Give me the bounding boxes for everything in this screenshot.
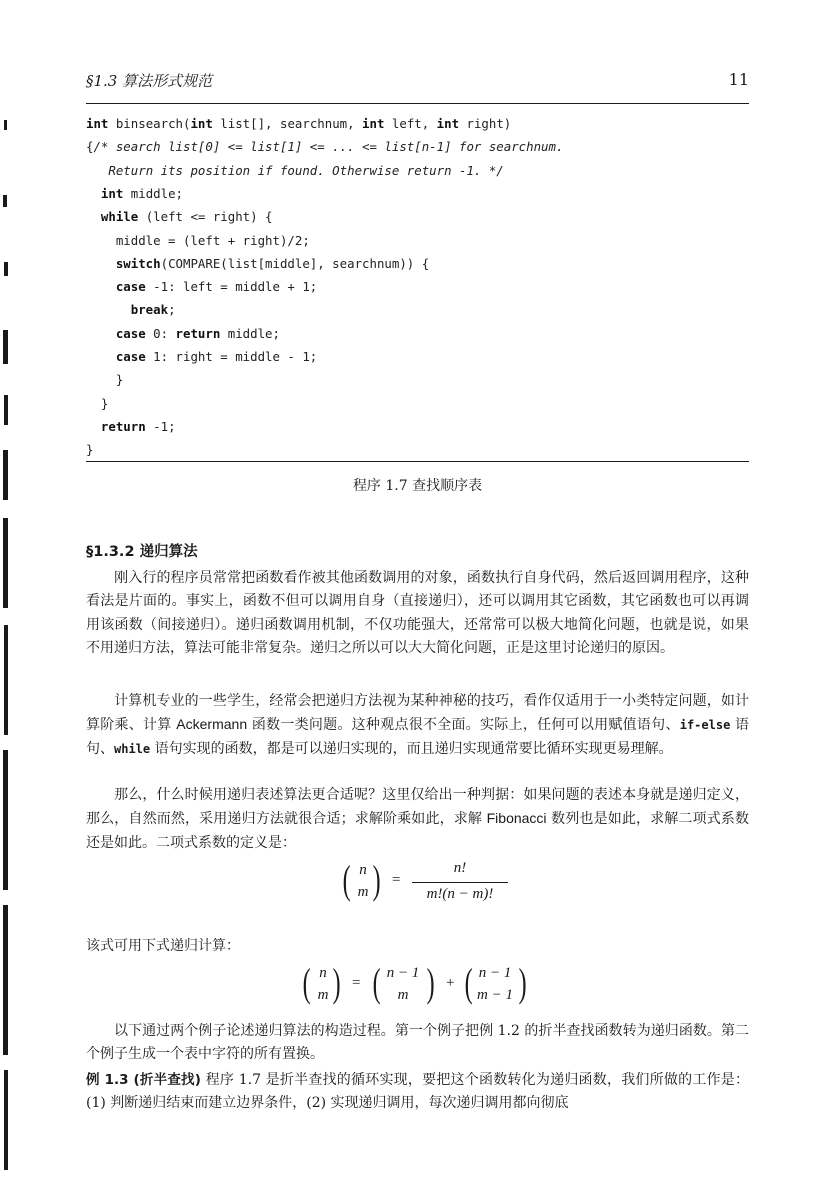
code-text: middle; [123,185,183,201]
code-line [86,256,429,272]
code-line [86,349,317,365]
code-line [86,419,176,435]
code-text [86,209,101,224]
code-keyword: case [115,325,146,341]
p2-g: 语句实现的函数，都是可以递归实现的，而且递归实现通常要比循环实现更易理解。 [150,740,673,757]
paragraph-4-text: 以下通过两个例子论述递归算法的构造过程。第一个例子把例 1.2 的折半查找函数转为递归函数。第二个例子生成一个表中字符的所有置换。 [86,1023,749,1063]
code-line [86,396,108,412]
code-text: { [86,139,94,155]
paren-b-left: ( [372,960,381,1005]
code-keyword: int [86,116,109,131]
code-text: middle; [220,325,280,341]
binomial-definition [340,857,520,908]
code-keyword: int [362,116,385,131]
p2-c: 函数一类问题。这种观点很不全面。实际上，任何可以用赋值语句、 [247,717,680,734]
right-paren: ) [372,857,381,902]
binomial-recursion [300,960,560,1011]
code-line [86,186,183,202]
rec-top: n [319,965,327,981]
code-text [86,279,116,294]
code-text: -1; [145,418,176,434]
code-keyword: return [175,325,221,341]
code-text: 0: [145,325,176,341]
formula-label: 该式可用下式递归计算： [86,938,240,954]
rec-b2: m − 1 [477,987,513,1003]
code-text: } [86,442,94,458]
p3-c: 数列也是如此，求解二项式系数还是如此。二项式系数的定义是： [86,811,750,851]
code-text [86,256,116,271]
p2-e: 语句、 [86,717,750,757]
section-title: §1.3.2 递归算法 [86,544,198,560]
paragraph-2 [86,690,749,761]
equals-sign: = [352,975,361,991]
code-line [86,139,563,155]
code-text [86,326,116,341]
rec-b1: m [397,987,409,1003]
code-text [86,349,116,364]
code-line [86,233,310,249]
code-keyword: break [130,302,169,318]
p2-ifelse: if-else [679,718,731,733]
code-line [86,326,280,342]
code-text [86,186,101,201]
code-text [86,302,131,317]
left-paren: ( [342,857,351,902]
rec-t1: n − 1 [386,965,420,981]
p3-a: 那么，什么时候用递归表述算法更合适呢？这里仅给出一种判据：如果问题的表述本身就是递归定义，那么，自然而然，采用递归方法就很合适；求解阶乘如此，求解 [86,787,749,828]
section-header: §1.3 算法形式规范 [86,72,213,90]
paren-c-right: ) [518,960,527,1005]
paragraph-3 [86,784,749,855]
code-keyword: int [436,116,460,131]
code-keyword: return [100,418,146,434]
code-line [86,209,273,225]
program-caption: 程序 1.7 查找顺序表 [352,478,483,494]
code-bottom-rule [86,461,749,462]
binom-bottom: m [357,884,369,900]
code-keyword: while [100,209,139,225]
fraction-bar [412,882,508,883]
code-line [86,302,176,318]
example-paragraph [86,1069,749,1116]
code-text [86,163,108,178]
p2-a: 计算机专业的一些学生，经常会把递归方法视为某种神秘的技巧，看作仅适用于一小类特定问题，如计算阶乘、计算 [86,693,749,734]
paren-a-right: ) [332,960,341,1005]
code-line [86,442,93,458]
code-keyword: switch [115,255,161,271]
code-text [86,419,101,434]
code-text: list[], searchnum, [212,116,363,131]
code-text: middle = (left + right)/2; [86,232,310,248]
code-keyword: case [115,349,146,364]
code-text: Return its position if found. Otherwise return -1. */ [108,162,504,178]
code-text: ; [168,302,176,318]
example-text: 程序 1.7 是折半查找的循环实现，要把这个函数转化为递归函数，我们所做的工作是：(1) 判断递归结束而建立边界条件，(2) 实现递归调用，每次递归调用都向彻底 [86,1072,749,1112]
code-line [86,372,123,388]
code-text: } [86,395,109,411]
example-label: 例 1.3 (折半查找) [86,1072,201,1088]
code-keyword: int [100,185,124,201]
code-text: binsearch( [108,116,191,131]
code-text: /* search list[0] <= list[1] <= ... <= list[n-1] for searchnum. [93,139,564,155]
p2-ackermann: Ackermann [176,716,248,733]
binom-top: n [359,862,367,878]
rec-t2: n − 1 [478,965,512,981]
plus-sign: + [446,975,455,991]
code-line [86,279,317,295]
p2-while: while [114,741,151,756]
code-text: (left <= right) { [138,209,273,225]
p3-fibonacci: Fibonacci [486,810,547,827]
fraction-denominator: m!(n − m)! [426,886,494,902]
top-rule [86,103,749,104]
page-number: 11 [728,70,749,89]
code-keyword: case [115,279,146,295]
code-line [86,163,504,179]
code-text: 1: right = middle - 1; [145,349,318,364]
paren-a-left: ( [302,960,311,1005]
code-keyword: int [190,116,213,131]
paren-b-right: ) [426,960,435,1005]
fraction-numerator: n! [453,860,467,876]
code-text: right) [459,116,512,131]
paragraph-4 [86,1020,749,1067]
paren-c-left: ( [464,960,473,1005]
code-text: (COMPARE(list[middle], searchnum)) { [160,255,430,271]
equals-sign: = [392,872,401,888]
code-line [86,116,511,132]
code-text: -1: left = middle + 1; [145,279,318,295]
paragraph-1-text: 刚入行的程序员常常把函数看作被其他函数调用的对象，函数执行自身代码，然后返回调用程序，这种看法是片面的。事实上，函数不但可以调用自身（直接递归），还可以调用其它函数，其它函数也可以再调用该函数（间接递归）。递归函数调用机制，不仅功能强大，还常常可以极大地简化问题，也就是说，如果不用递归方法，算法可能非常复杂。递归之所以可以大大简化问题，正是这里讨论递归的原因。 [86,570,749,656]
rec-bottom: m [317,987,329,1003]
scan-edge [0,0,12,1179]
code-text: } [86,372,124,388]
paragraph-1 [86,567,749,660]
code-text: left, [384,116,437,131]
running-header [86,70,749,92]
